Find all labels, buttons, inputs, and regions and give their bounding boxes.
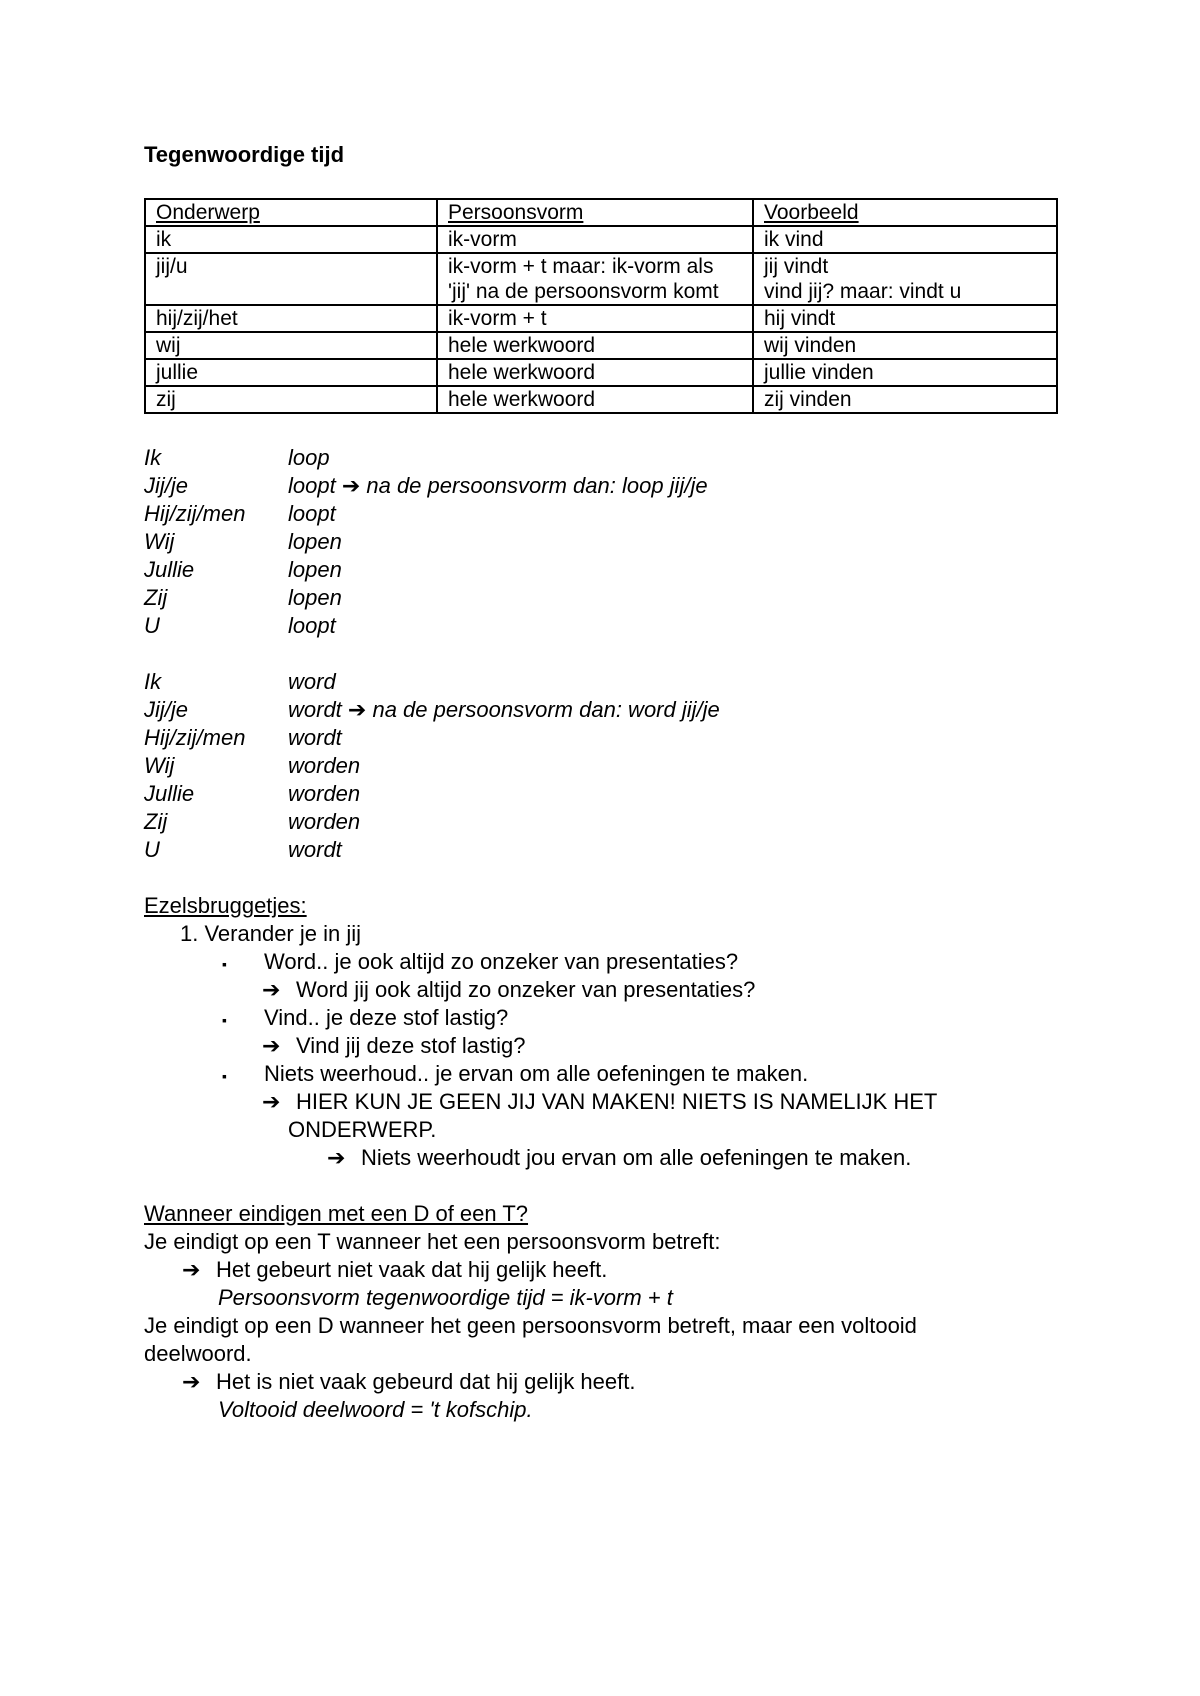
cell-line: vind jij? maar: vindt u bbox=[764, 280, 962, 303]
conjugation-worden bbox=[144, 668, 1064, 864]
table-cell: hele werkwoord bbox=[437, 332, 753, 359]
conj-row bbox=[144, 752, 1064, 780]
pronoun: U bbox=[144, 613, 160, 638]
table-cell bbox=[753, 253, 1057, 305]
pronoun: Wij bbox=[144, 529, 175, 554]
cell-line: jij vindt bbox=[764, 255, 829, 278]
arrow-icon: ➔ bbox=[327, 1145, 346, 1170]
verb-form: lopen bbox=[288, 557, 342, 582]
ezelsbruggetjes-section bbox=[144, 892, 1064, 1172]
table-cell: hele werkwoord bbox=[437, 359, 753, 386]
table-header-cell: Voorbeeld bbox=[753, 199, 1057, 226]
pronoun: Jij/je bbox=[144, 473, 189, 498]
pronoun: Wij bbox=[144, 753, 175, 778]
table-cell: jullie bbox=[145, 359, 437, 386]
table-cell: hij/zij/het bbox=[145, 305, 437, 332]
arrow-icon: ➔ bbox=[262, 977, 281, 1002]
table-cell: jullie vinden bbox=[753, 359, 1057, 386]
paragraph: deelwoord. bbox=[144, 1341, 252, 1366]
table-row bbox=[145, 332, 1057, 359]
arrow-icon: ➔ bbox=[262, 1033, 281, 1058]
table-row bbox=[145, 386, 1057, 413]
table-cell: ik-vorm bbox=[437, 226, 753, 253]
conj-row bbox=[144, 500, 1064, 528]
table-header-cell: Onderwerp bbox=[145, 199, 437, 226]
conj-row bbox=[144, 836, 1064, 864]
arrow-item: ➔ HIER KUN JE GEEN JIJ VAN MAKEN! NIETS IS NAMELIJK HET bbox=[262, 1089, 938, 1114]
pronoun: Ik bbox=[144, 445, 162, 470]
paragraph: Je eindigt op een T wanneer het een persoonsvorm betreft: bbox=[144, 1229, 721, 1254]
conjugation-lopen bbox=[144, 444, 1064, 640]
verb-form: wordt bbox=[288, 837, 342, 862]
rule-note: Voltooid deelwoord = 't kofschip. bbox=[218, 1397, 533, 1422]
verb-form: word bbox=[288, 669, 336, 694]
verb-form: worden bbox=[288, 753, 361, 778]
verb-form: loopt ➔ na de persoonsvorm dan: loop jij/je bbox=[288, 473, 708, 498]
verb-form: loop bbox=[288, 445, 330, 470]
page-title: Tegenwoordige tijd bbox=[144, 142, 345, 167]
conj-row bbox=[144, 668, 1064, 696]
conj-row bbox=[144, 444, 1064, 472]
table-cell: zij bbox=[145, 386, 437, 413]
verb-form: wordt ➔ na de persoonsvorm dan: word jij/je bbox=[288, 697, 720, 722]
conj-row bbox=[144, 808, 1064, 836]
table-header-row bbox=[145, 199, 1057, 226]
section-heading: Wanneer eindigen met een D of een T? bbox=[144, 1201, 529, 1226]
rule-note: Persoonsvorm tegenwoordige tijd = ik-vorm + t bbox=[218, 1285, 673, 1310]
numbered-item: 1. Verander je in jij bbox=[180, 921, 361, 946]
table-cell bbox=[437, 253, 753, 305]
conj-row bbox=[144, 584, 1064, 612]
conj-row bbox=[144, 472, 1064, 500]
table-cell: jij/u bbox=[145, 253, 437, 305]
arrow-item: ➔ Het is niet vaak gebeurd dat hij gelijk heeft. bbox=[182, 1369, 636, 1394]
verb-form: wordt bbox=[288, 725, 342, 750]
table-row bbox=[145, 226, 1057, 253]
section-heading: Ezelsbruggetjes: bbox=[144, 893, 307, 918]
arrow-icon: ➔ bbox=[182, 1369, 201, 1394]
verb-form: worden bbox=[288, 809, 361, 834]
verb-form: lopen bbox=[288, 585, 342, 610]
arrow-item: ➔ Vind jij deze stof lastig? bbox=[262, 1033, 526, 1058]
pronoun: Ik bbox=[144, 669, 162, 694]
table-cell: wij bbox=[145, 332, 437, 359]
pronoun: Zij bbox=[144, 585, 168, 610]
table-row bbox=[145, 305, 1057, 332]
arrow-icon: ➔ bbox=[262, 1089, 281, 1114]
arrow-item-continued: ONDERWERP. bbox=[288, 1117, 437, 1142]
arrow-item: ➔ Niets weerhoudt jou ervan om alle oefeningen te maken. bbox=[327, 1145, 912, 1170]
conjugation-table bbox=[144, 198, 1058, 414]
conj-row bbox=[144, 556, 1064, 584]
pronoun: Jij/je bbox=[144, 697, 189, 722]
verb-form: worden bbox=[288, 781, 361, 806]
pronoun: Hij/zij/men bbox=[144, 501, 246, 526]
bullet-item: ▪ Niets weerhoud.. je ervan om alle oefeningen te maken. bbox=[144, 1060, 1064, 1088]
pronoun: Jullie bbox=[144, 781, 195, 806]
bullet-icon: ▪ bbox=[222, 956, 227, 972]
conj-row bbox=[144, 612, 1064, 640]
pronoun: U bbox=[144, 837, 160, 862]
pronoun: Hij/zij/men bbox=[144, 725, 246, 750]
cell-line: 'jij' na de persoonsvorm komt bbox=[448, 280, 719, 303]
pronoun: Jullie bbox=[144, 557, 195, 582]
pronoun: Zij bbox=[144, 809, 168, 834]
verb-form: loopt bbox=[288, 501, 336, 526]
arrow-item: ➔ Het gebeurt niet vaak dat hij gelijk heeft. bbox=[182, 1257, 608, 1282]
cell-line: ik-vorm + t maar: ik-vorm als bbox=[448, 255, 714, 278]
bullet-icon: ▪ bbox=[222, 1012, 227, 1028]
wanneer-section bbox=[144, 1200, 1064, 1424]
table-cell: zij vinden bbox=[753, 386, 1057, 413]
arrow-item: ➔ Word jij ook altijd zo onzeker van presentaties? bbox=[262, 977, 756, 1002]
bullet-item: ▪ Word.. je ook altijd zo onzeker van presentaties? bbox=[144, 948, 1064, 976]
paragraph: Je eindigt op een D wanneer het geen persoonsvorm betreft, maar een voltooid bbox=[144, 1313, 917, 1338]
bullet-item: ▪ Vind.. je deze stof lastig? bbox=[144, 1004, 1064, 1032]
table-header-cell: Persoonsvorm bbox=[437, 199, 753, 226]
conj-row bbox=[144, 696, 1064, 724]
table-row bbox=[145, 253, 1057, 305]
table-cell: hij vindt bbox=[753, 305, 1057, 332]
conj-row bbox=[144, 528, 1064, 556]
verb-form: loopt bbox=[288, 613, 336, 638]
document-page bbox=[144, 140, 1064, 1424]
conj-row bbox=[144, 724, 1064, 752]
table-cell: ik-vorm + t bbox=[437, 305, 753, 332]
conj-row bbox=[144, 780, 1064, 808]
bullet-icon: ▪ bbox=[222, 1068, 227, 1084]
table-cell: ik vind bbox=[753, 226, 1057, 253]
table-cell: ik bbox=[145, 226, 437, 253]
table-cell: wij vinden bbox=[753, 332, 1057, 359]
table-cell: hele werkwoord bbox=[437, 386, 753, 413]
arrow-icon: ➔ bbox=[182, 1257, 201, 1282]
table-row bbox=[145, 359, 1057, 386]
verb-form: lopen bbox=[288, 529, 342, 554]
